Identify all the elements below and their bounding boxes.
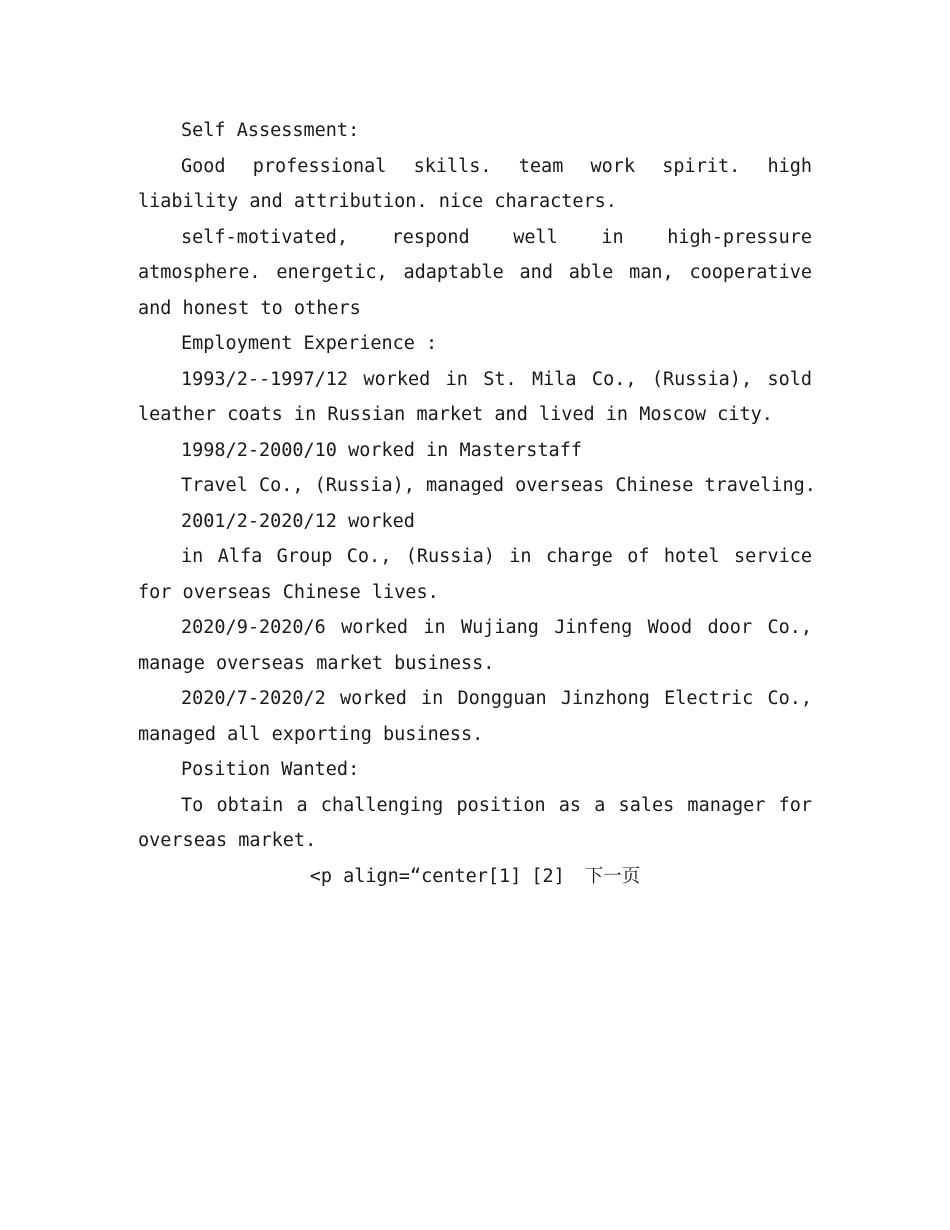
- next-page-link[interactable]: 下一页: [584, 865, 641, 887]
- self-assessment-paragraph-2: self-motivated, respond well in high-pressure atmosphere. energetic, adaptable and able man, cooperative and honest to others: [138, 226, 812, 319]
- pagination-prefix: <p align=“center: [309, 865, 488, 887]
- page-1-link[interactable]: [1]: [487, 865, 522, 887]
- position-wanted-heading: Position Wanted:: [181, 759, 360, 780]
- job-entry-2-line-1: 1998/2-2000/10 worked in Masterstaff: [181, 439, 582, 461]
- job-entry-5: 2020/7-2020/2 worked in Dongguan Jinzhong Electric Co., managed all exporting business.: [138, 688, 812, 745]
- job-entry-4: 2020/9-2020/6 worked in Wujiang Jinfeng Wood door Co., manage overseas market business.: [138, 617, 812, 674]
- resume-page: [138, 113, 816, 894]
- position-wanted-text: To obtain a challenging position as a sales manager for overseas market.: [138, 794, 812, 851]
- job-entry-3-line-1: 2001/2-2020/12 worked: [181, 510, 415, 532]
- self-assessment-paragraph-1: Good professional skills. team work spirit. high liability and attribution. nice characters.: [138, 155, 812, 212]
- employment-heading: Employment Experience :: [181, 333, 438, 354]
- job-entry-3-line-2: in Alfa Group Co., (Russia) in charge of hotel service for overseas Chinese lives.: [138, 546, 812, 603]
- job-entry-2-line-2: Travel Co., (Russia), managed overseas Chinese traveling.: [181, 475, 816, 496]
- self-assessment-heading: Self Assessment:: [181, 120, 360, 141]
- page-2-link[interactable]: [2]: [531, 865, 565, 887]
- job-entry-1: 1993/2--1997/12 worked in St. Mila Co., (Russia), sold leather coats in Russian market and lived in Moscow city.: [138, 368, 812, 425]
- pagination: [138, 859, 812, 895]
